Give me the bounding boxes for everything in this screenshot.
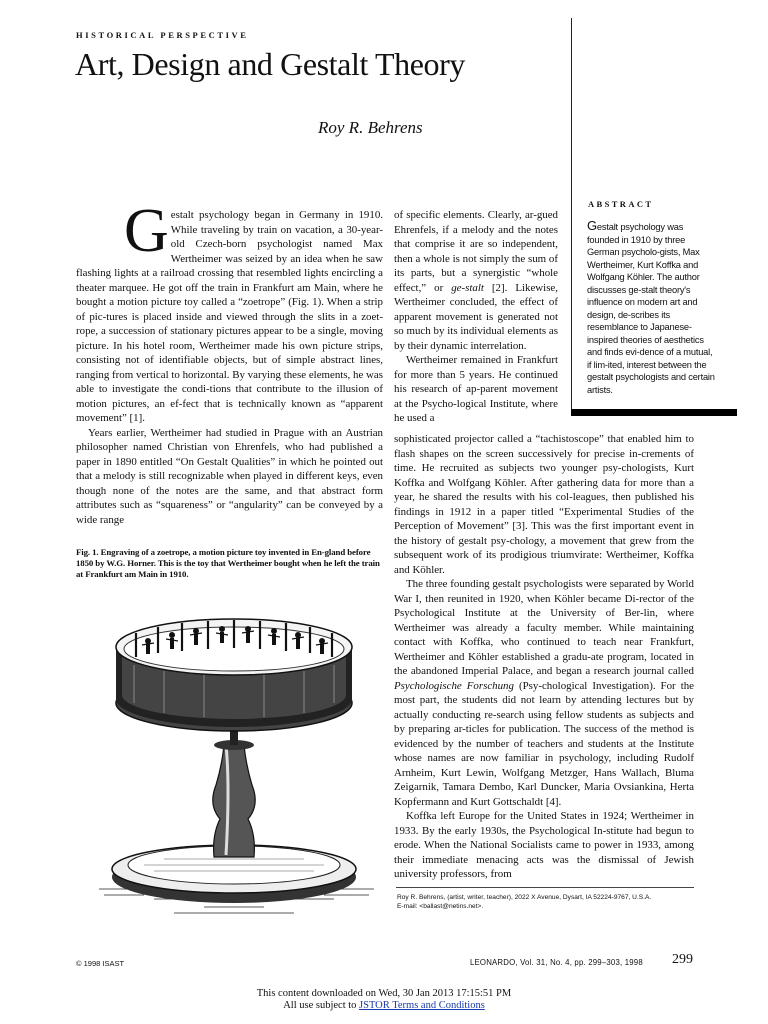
jstor-terms-link[interactable]: JSTOR Terms and Conditions (359, 1000, 485, 1011)
section-label: HISTORICAL PERSPECTIVE (76, 30, 249, 40)
abstract-heading: ABSTRACT (588, 199, 654, 209)
paragraph-text: [2]. Likewise, Wertheimer concluded, the effect of apparent movement is generated not so much by its individual elements as by their dynamic interrelation. (394, 281, 558, 352)
author-name: Roy R. Behrens (318, 118, 423, 137)
terms-line (0, 1000, 768, 1012)
body-column-left (76, 197, 383, 527)
page-number: 299 (672, 952, 693, 967)
paragraph: sophisticated projector called a “tachistoscope” that enabled him to flash shapes on the screen successively for precise in-crements of time. He recruited as subjects two younger psy-chologists, Kurt Koffka and Wolfgang Köhler. After gathering data for more than a year, he shared the results with his col-leagues, then published his findings in 1912 in a paper titled “Experimental Studies of the Perception of Movement” [3]. This was the first important event in the history of gestalt psy-chology, a movement that grew from the subsequent work of its prodigious triumvirate: Wertheimer, Koffka and Köhler. (394, 433, 694, 576)
paragraph: Wertheimer remained in Frankfurt for more than 5 years. He continued his research of ap-parent movement at the Psycho-logical Institute, where he used a (394, 354, 558, 424)
journal-citation: LEONARDO, Vol. 31, No. 4, pp. 299–303, 1998 (470, 958, 643, 967)
abstract-divider-bar (571, 409, 737, 416)
paragraph-text: The three founding gestalt psychologists were separated by World War I, then reunited in 1920, when Köhler became Di-rector of the Psychological Institute at the University of Ber-lin, where Wertheimer was already a faculty member. While maintaining contact with Koffka, who continued to teach near Frankfurt, Wertheimer and Köhler established a gradu-ate program, located in the abandoned Imperial Palace, and began a research journal called (394, 578, 694, 677)
author-email: E-mail: <ballast@netins.net>. (397, 903, 484, 910)
italic-term: ge-stalt (451, 281, 484, 294)
paragraph: Years earlier, Wertheimer had studied in Prague with an Austrian philosopher named Christian von Ehrenfels, who had published a paper in 1890 entitled “On Gestalt Qualities” in which he pointed out that a melody is still recognizable when played in different keys, even though none of the notes are the same, and that abstract form attributes such as “squareness” or “angularity” can be conveyed by a wide range (76, 426, 383, 526)
abstract-divider-vertical (571, 18, 572, 410)
figure-caption: Fig. 1. Engraving of a zoetrope, a motion picture toy invented in En-gland before 1850 by W.G. Horner. This is the toy that Wertheimer bought when he left the train at Frankfurt am Main in 1910. (76, 547, 380, 580)
paragraph-text: estalt psychology began in Germany in 1910. While traveling by train on vacation, a 30-year-old Czech-born psychologist named Max Wertheimer was seized by an idea when he saw flashing lights at a railroad crossing that resembled lights encircling a theater marquee. He got off the train in Frankfurt am Main, where he bought a motion picture toy called a “zoetrope” (Fig. 1). When a strip of pic-tures is placed inside and viewed through the slits in a zoet-rope, a succession of stationary pictures appear to be a single, moving picture. In his hotel room, Wertheimer made his own picture strips, consisting not of identifiable objects, but of simple abstract lines, ranging from vertical to horizontal. By varying these elements, he was able to investigate the condi-tions that contribute to the illusion of motion pictures, an ef-fect that is technically known as “apparent movement” [1]. (76, 209, 383, 424)
body-column-right (394, 432, 694, 882)
paragraph (394, 208, 558, 353)
paragraph (76, 197, 383, 426)
paragraph-text: of specific elements. Clearly, ar-gued Ehrenfels, if a melody and the notes that comprise it are so independent, then a whole is not simply the sum of its parts, but a synergistic “whole effect,” or (394, 209, 558, 294)
paragraph (394, 577, 694, 809)
body-column-right-top (394, 208, 558, 426)
author-footnote (397, 893, 695, 911)
author-address: Roy R. Behrens, (artist, writer, teacher), 2022 X Avenue, Dysart, IA 52224-9767, U.S.A. (397, 894, 652, 901)
footnote-divider (396, 887, 694, 888)
paragraph: Koffka left Europe for the United States in 1924; Wertheimer in 1933. By the early 1930s, the Psychological In-stitute had begun to erode. When the National Socialists came to power in 1933, among their immediate menacing acts was the dismissal of Jewish university professors, from (394, 810, 694, 880)
article-title: Art, Design and Gestalt Theory (75, 46, 465, 82)
zoetrope-engraving (84, 595, 384, 925)
abstract-body-text: estalt psychology was founded in 1910 by three German psycholo-gists, Max Wertheimer, Kurt Koffka and Wolfgang Köhler. The author discusses ge-stalt theory's influence on modern art and design, de-scribes its resemblance to Japanese-inspired theories of aesthetics and finds evi-dence of a mutual, if lim-ited, interest between the gestalt psychologists and certain artists. (587, 222, 715, 395)
terms-prefix: All use subject to (283, 1000, 360, 1011)
journal-name: Psychologische Forschung (394, 679, 514, 692)
download-timestamp: This content downloaded on Wed, 30 Jan 2013 17:15:51 PM (256, 988, 512, 999)
abstract-initial: G (587, 218, 597, 233)
download-notice (0, 988, 768, 1012)
abstract-text (587, 220, 715, 396)
copyright-notice: © 1998 ISAST (76, 959, 125, 968)
paragraph-text: (Psy-chological Investigation). For the most part, the students did not learn by attending lectures but by actually conducting re-search using fellow students as subjects and by preparing ar-ticles for publication. The success of the method is evidenced by the number of teachers and students at the Institute whose names are now familiar in psychology, including Rudolf Arnheim, Kurt Lewin, Wolfgang Metzger, Hans Wallach, Bluma Zeigarnik, Tamara Dembo, Karl Duncker, Maria Ovsiankina, Herta Kopfermann and Kurt Gottschaldt [4]. (394, 679, 695, 808)
drop-cap: G (124, 197, 169, 265)
